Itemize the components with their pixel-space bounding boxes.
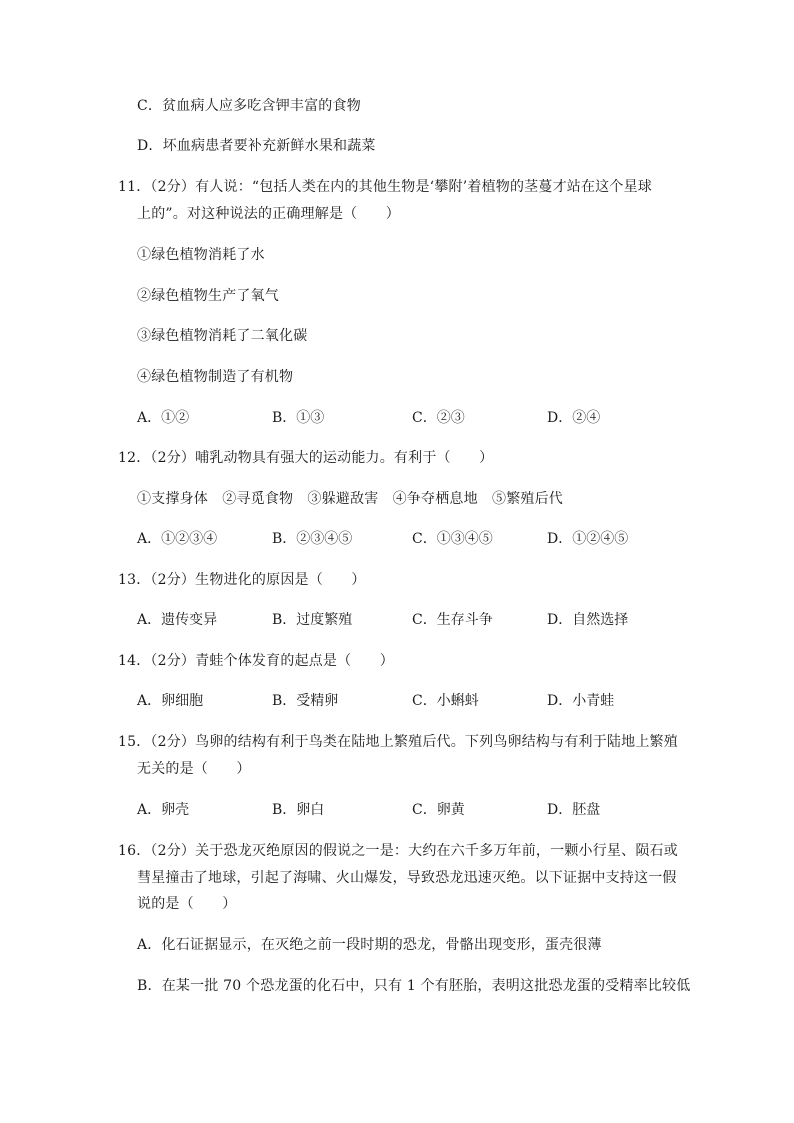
q11-stem-line1: 11．（2分）有人说：“包括人类在内的其他生物是‘攀附’着植物的茎蔓才站在这个星球 — [118, 179, 652, 195]
q12-option-d: D．①②④⑤ — [547, 531, 629, 547]
q16-option-a: A．化石证据显示，在灭绝之前一段时期的恐龙，骨骼出现变形，蛋壳很薄 — [137, 937, 602, 953]
q12-option-b: B．②③④⑤ — [272, 531, 353, 547]
q11-option-d: D．②④ — [547, 410, 601, 426]
q15-option-a: A．卵壳 — [137, 802, 190, 818]
q16-stem-line1: 16．（2分）关于恐龙灭绝原因的假说之一是：大约在六千多万年前，一颗小行星、陨石或 — [118, 843, 678, 859]
q15-option-d: D．胚盘 — [547, 802, 601, 818]
q10-option-c: C．贫血病人应多吃含钾丰富的食物 — [137, 98, 361, 114]
q15-option-b: B．卵白 — [272, 802, 325, 818]
q11-option-c: C．②③ — [412, 410, 465, 426]
q16-option-b: B．在某一批 70 个恐龙蛋的化石中，只有 1 个有胚胎，表明这批恐龙蛋的受精率比较低 — [137, 978, 691, 994]
q12-stem: 12．（2分）哺乳动物具有强大的运动能力。有利于（ ） — [118, 450, 494, 466]
q11-item-1: ①绿色植物消耗了水 — [137, 247, 265, 263]
q15-option-c: C．卵黄 — [412, 802, 465, 818]
q11-item-2: ②绿色植物生产了氧气 — [137, 288, 279, 304]
q14-option-a: A．卵细胞 — [137, 693, 204, 709]
q13-option-a: A．遗传变异 — [137, 612, 218, 628]
q11-item-4: ④绿色植物制造了有机物 — [137, 369, 294, 385]
q13-option-c: C．生存斗争 — [412, 612, 493, 628]
q11-item-3: ③绿色植物消耗了二氧化碳 — [137, 328, 308, 344]
q14-option-b: B．受精卵 — [272, 693, 339, 709]
q13-stem: 13．（2分）生物进化的原因是（ ） — [118, 572, 366, 588]
q11-option-b: B．①③ — [272, 410, 325, 426]
q13-option-d: D．自然选择 — [547, 612, 629, 628]
q11-option-a: A．①② — [137, 410, 190, 426]
q10-option-d: D．坏血病患者要补充新鲜水果和蔬菜 — [137, 138, 376, 154]
q12-option-a: A．①②③④ — [137, 531, 218, 547]
q11-stem-line2: 上的”。对这种说法的正确理解是（ ） — [137, 206, 400, 222]
q14-option-c: C．小蝌蚪 — [412, 693, 479, 709]
q12-items: ①支撑身体 ②寻觅食物 ③躲避敌害 ④争夺栖息地 ⑤繁殖后代 — [137, 491, 563, 507]
q14-stem: 14．（2分）青蛙个体发育的起点是（ ） — [118, 653, 394, 669]
q15-stem-line2: 无关的是（ ） — [137, 761, 251, 777]
q16-stem-line2: 彗星撞击了地球，引起了海啸、火山爆发，导致恐龙迅速灭绝。以下证据中支持这一假 — [137, 870, 677, 886]
q16-stem-line3: 说的是（ ） — [137, 896, 237, 912]
q13-option-b: B．过度繁殖 — [272, 612, 353, 628]
q12-option-c: C．①③④⑤ — [412, 531, 493, 547]
q15-stem-line1: 15．（2分）鸟卵的结构有利于鸟类在陆地上繁殖后代。下列鸟卵结构与有利于陆地上繁殖 — [118, 734, 678, 750]
q14-option-d: D．小青蛙 — [547, 693, 615, 709]
